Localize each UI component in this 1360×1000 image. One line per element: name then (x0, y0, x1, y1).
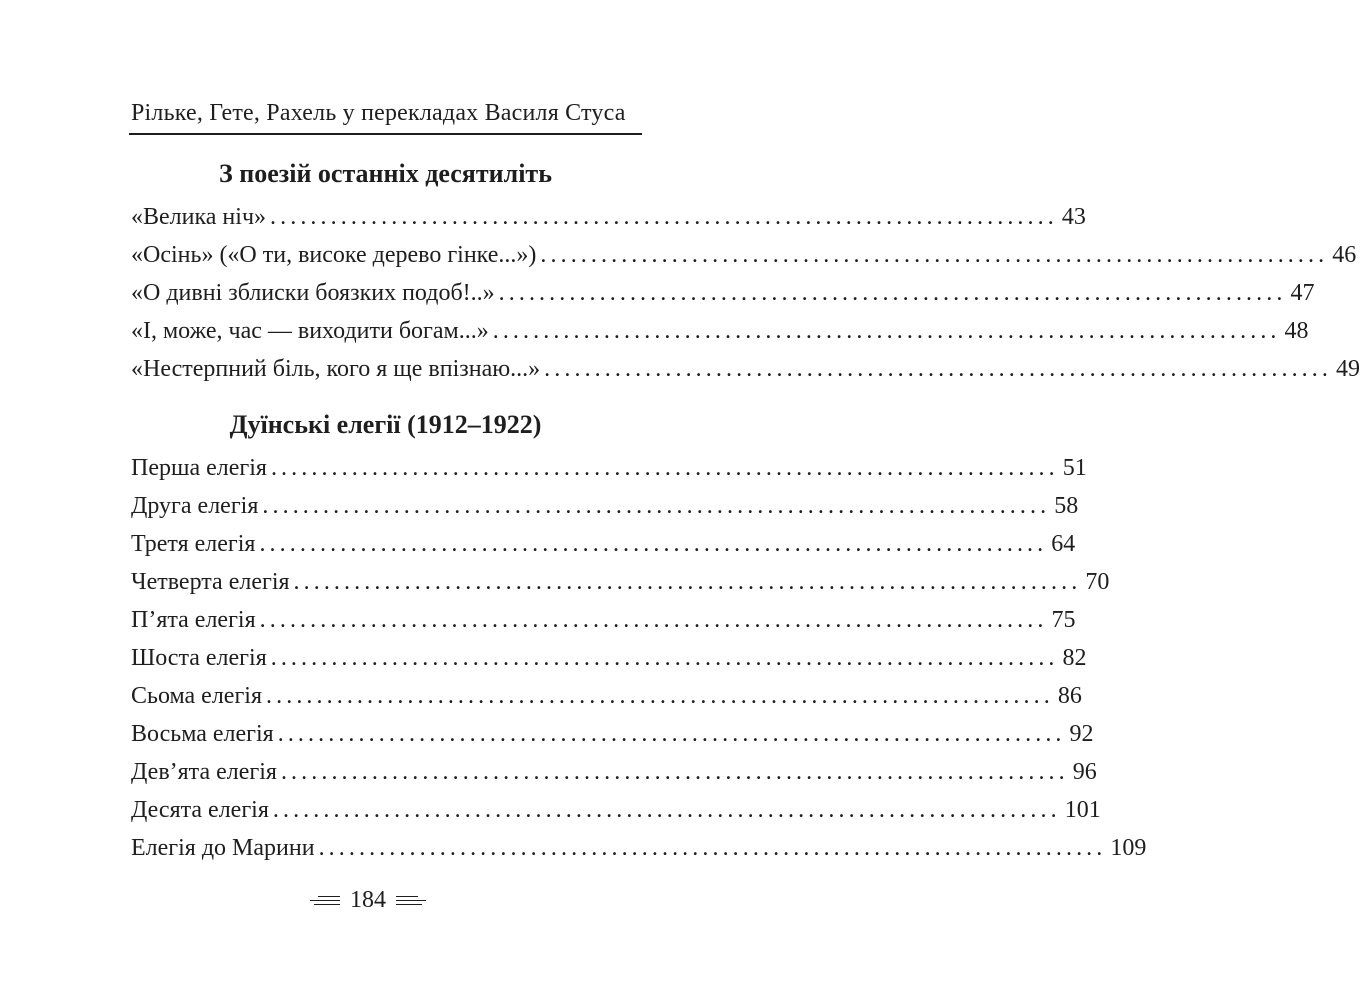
toc-entry-page: 51 (1062, 455, 1087, 481)
toc-entry-title: Восьма елегія (131, 721, 274, 747)
ornament-lines-icon (396, 896, 426, 905)
dot-leader: .............................................................................. (544, 356, 1332, 382)
toc-entry-title: Перша елегія (131, 455, 267, 481)
toc-entry-title: Дев’ята елегія (131, 759, 277, 785)
section-title: Дуїнські елегії (1912–1922) (229, 410, 542, 439)
page-footer (0, 883, 736, 917)
toc-entry (131, 601, 1076, 639)
toc-list (131, 198, 1360, 388)
toc-entry (131, 487, 1079, 525)
ornament-lines-icon (310, 896, 340, 905)
toc-entry-page: 58 (1054, 493, 1079, 519)
toc-entry-page: 70 (1085, 569, 1110, 595)
toc-entry (131, 274, 1315, 312)
toc-entry (131, 449, 1087, 487)
toc-entry (131, 753, 1097, 791)
toc-entry-page: 75 (1051, 607, 1076, 633)
toc-entry-title: П’ята елегія (131, 607, 256, 633)
toc-entry-title: «Нестерпний біль, кого я ще впізнаю...» (131, 356, 541, 382)
toc-entry-title: Шоста елегія (131, 645, 267, 671)
toc-entry-page: 109 (1110, 835, 1147, 861)
toc-entry (131, 715, 1094, 753)
toc-entry-title: «О дивні зблиски боязких подоб!..» (131, 280, 495, 306)
header-rule (129, 133, 642, 135)
toc-entry-page: 47 (1290, 280, 1315, 306)
dot-leader: .............................................................................. (293, 569, 1082, 595)
toc-entry (131, 312, 1309, 350)
toc-entry-title: Четверта елегія (131, 569, 290, 595)
toc-entry (131, 639, 1087, 677)
toc-entry-title: «Велика ніч» (131, 204, 267, 230)
dot-leader: .............................................................................. (498, 280, 1287, 306)
toc-entry (131, 791, 1101, 829)
dot-leader: .............................................................................. (272, 797, 1061, 823)
toc-entry (131, 350, 1360, 388)
toc-entry (131, 563, 1110, 601)
toc-entry (131, 829, 1147, 867)
toc-entry-page: 92 (1069, 721, 1094, 747)
dot-leader: .............................................................................. (540, 242, 1329, 268)
toc-entry-page: 82 (1062, 645, 1087, 671)
toc-entry (131, 677, 1082, 715)
dot-leader: .............................................................................. (270, 204, 1058, 230)
section-title: З поезій останніх десятиліть (219, 159, 552, 188)
dot-leader: .............................................................................. (262, 493, 1051, 519)
dot-leader: .............................................................................. (259, 531, 1048, 557)
dot-leader: .............................................................................. (277, 721, 1066, 747)
page-number: 184 (350, 887, 386, 913)
toc-entry (131, 236, 1357, 274)
toc-entry-page: 64 (1051, 531, 1076, 557)
toc-entry-title: «І, може, час — виходити богам...» (131, 318, 489, 344)
toc-entry-page: 101 (1064, 797, 1101, 823)
toc-entry-title: Третя елегія (131, 531, 256, 557)
toc-entry (131, 525, 1076, 563)
toc-entry-page: 86 (1057, 683, 1082, 709)
running-header: Рільке, Гете, Рахель у перекладах Василя Стуса (131, 100, 626, 126)
dot-leader: .............................................................................. (270, 455, 1059, 481)
dot-leader: .............................................................................. (492, 318, 1281, 344)
dot-leader: .............................................................................. (318, 835, 1107, 861)
toc-entry-title: Друга елегія (131, 493, 259, 519)
toc-entry (131, 198, 1086, 236)
toc-entry-page: 46 (1332, 242, 1357, 268)
toc-entry-page: 96 (1072, 759, 1097, 785)
toc-entry-page: 49 (1335, 356, 1360, 382)
toc-list (131, 449, 1147, 867)
toc-entry-title: «Осінь» («О ти, високе дерево гінке...») (131, 242, 537, 268)
toc-entry-page: 43 (1061, 204, 1086, 230)
dot-leader: .............................................................................. (280, 759, 1069, 785)
toc-entry-title: Сьома елегія (131, 683, 263, 709)
dot-leader: .............................................................................. (266, 683, 1054, 709)
dot-leader: .............................................................................. (259, 607, 1048, 633)
dot-leader: .............................................................................. (270, 645, 1059, 671)
toc-entry-title: Десята елегія (131, 797, 269, 823)
toc-entry-title: Елегія до Марини (131, 835, 315, 861)
toc-entry-page: 48 (1284, 318, 1309, 344)
